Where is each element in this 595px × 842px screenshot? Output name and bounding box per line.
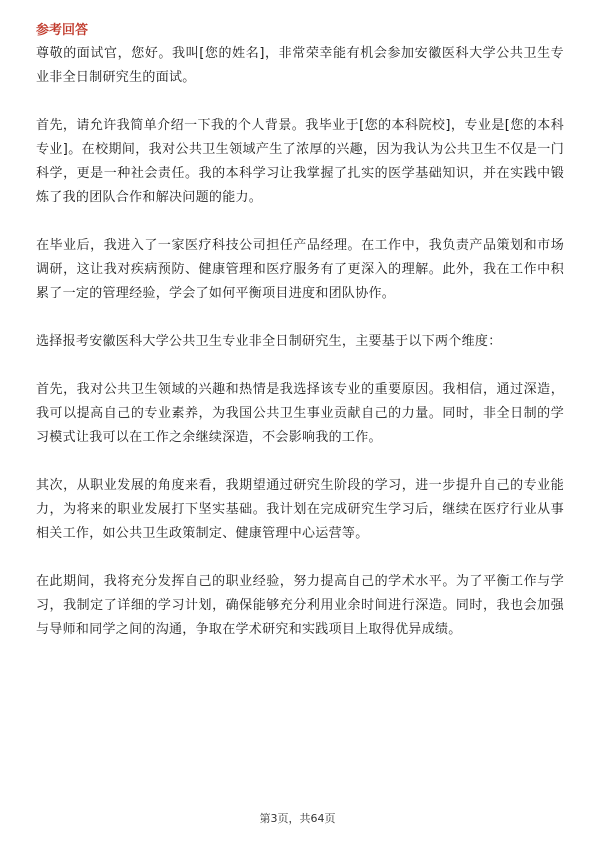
paragraph-intro: 尊敬的面试官，您好。我叫[您的姓名]，非常荣幸能有机会参加安徽医科大学公共卫生专业非全日制研究生的面试。 xyxy=(36,46,564,85)
page-number: 第3页，共64页 xyxy=(259,812,336,825)
document-page xyxy=(36,20,564,666)
paragraph-study-plan: 在此期间，我将充分发挥自己的职业经验，努力提高自己的学术水平。为了平衡工作与学习，我制定了详细的学习计划，确保能够充分利用业余时间进行深造。同时，我也会加强与导师和同学之间的沟通，争取在学术研究和实践项目上取得优异成绩。 xyxy=(36,574,564,637)
paragraph-work-experience: 在毕业后，我进入了一家医疗科技公司担任产品经理。在工作中，我负责产品策划和市场调研，这让我对疾病预防、健康管理和医疗服务有了更深入的理解。此外，我在工作中积累了一定的管理经验，学会了如何平衡项目进度和团队协作。 xyxy=(36,238,564,301)
paragraph-reason-interest: 首先，我对公共卫生领域的兴趣和热情是我选择该专业的重要原因。我相信，通过深造，我可以提高自己的专业素养，为我国公共卫生事业贡献自己的力量。同时，非全日制的学习模式让我可以在工作之余继续深造，不会影响我的工作。 xyxy=(36,382,564,445)
section-heading: 参考回答 xyxy=(36,23,89,38)
paragraph-reason-career: 其次，从职业发展的角度来看，我期望通过研究生阶段的学习，进一步提升自己的专业能力，为将来的职业发展打下坚实基础。我计划在完成研究生学习后，继续在医疗行业从事相关工作，如公共卫生政策制定、健康管理中心运营等。 xyxy=(36,478,564,541)
paragraph-background: 首先，请允许我简单介绍一下我的个人背景。我毕业于[您的本科院校]，专业是[您的本科专业]。在校期间，我对公共卫生领域产生了浓厚的兴趣，因为我认为公共卫生不仅是一门科学，更是一种社会责任。我的本科学习让我掌握了扎实的医学基础知识，并在实践中锻炼了我的团队合作和解决问题的能力。 xyxy=(36,118,564,205)
paragraph-reasons-intro: 选择报考安徽医科大学公共卫生专业非全日制研究生，主要基于以下两个维度： xyxy=(36,334,502,349)
